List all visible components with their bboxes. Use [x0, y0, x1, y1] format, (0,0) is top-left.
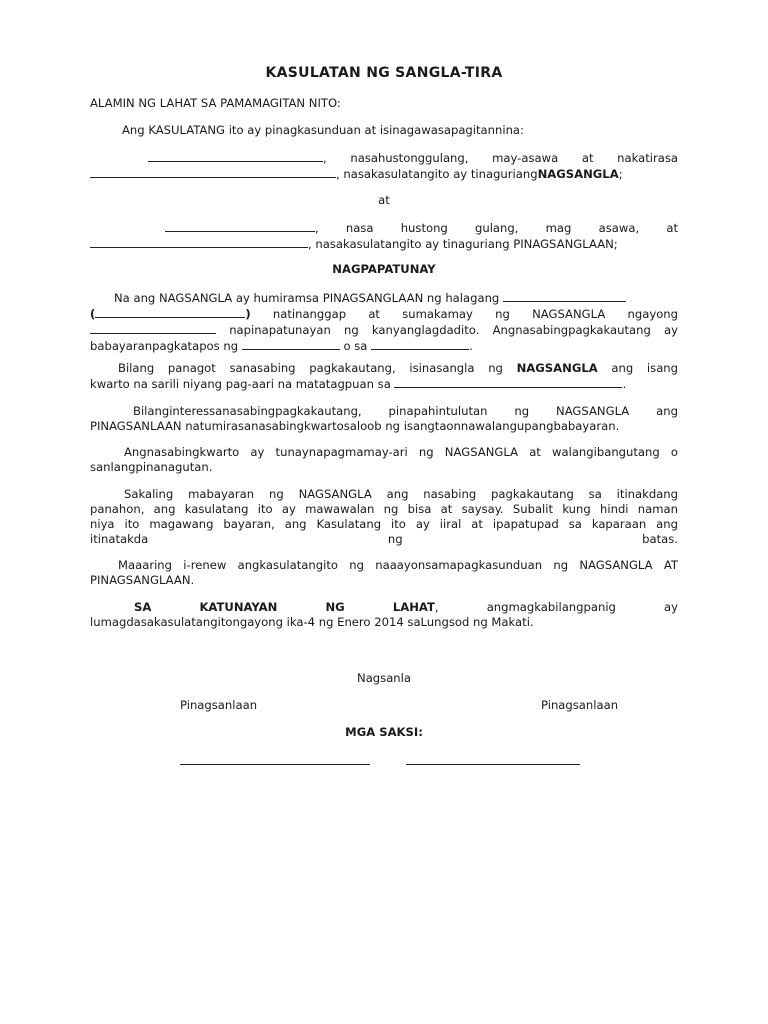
property-location-blank[interactable]	[394, 376, 622, 388]
amount-words-blank[interactable]	[503, 290, 626, 302]
party1-address-blank[interactable]	[90, 166, 336, 178]
signature-nagsanla: Nagsanla	[357, 671, 411, 685]
attestation-paragraph: SA KATUNAYAN NG LAHAT, angmagkabilangpanig ay lumagdasakasulatangitongayong ika-4 ng Enero 2014 saLungsod ng Makati.	[90, 600, 678, 629]
renewal-paragraph: Maaaring i-renew angkasulatangito ng naaayonsamapagkasunduan ng NAGSANGLA AT PINAGSANGLAAN.	[90, 558, 678, 587]
collateral-paragraph: Bilang panagot sanasabing pagkakautang, isinasangla ng NAGSANGLA ang isang kwarto na sarili niyang pag-aari na matatagpuan sa .	[90, 361, 679, 391]
signature-left-label: Pinagsanlaan	[180, 698, 258, 712]
ownership-paragraph: Angnasabingkwarto ay tunaynapagmamay-ari ng NAGSANGLA at walangibangutang o sanlangpinanagutan.	[90, 445, 678, 474]
witnesses-heading: MGA SAKSI:	[345, 725, 423, 739]
signature-right-label: Pinagsanlaan	[541, 698, 619, 712]
loan-paragraph: Na ang NAGSANGLA ay humiramsa PINAGSANGLAAN ng halagang ( ) natinanggap at sumakamay ng NAGSANGLA ngayong napinapatunayan ng kanyanglagdadito. Angnasabingpagkakautang ay babayaranpagkatapos ng o sa .	[90, 291, 679, 353]
party2-paragraph: , nasa hustong gulang, mag asawa, at , nasakasulatangito ay tinaguriang PINAGSANGLAAN;	[90, 220, 678, 252]
date-received-blank[interactable]	[90, 322, 216, 334]
due-date-blank[interactable]	[371, 338, 469, 350]
interest-paragraph: Bilanginteressanasabingpagkakautang, pinapahintulutan ng NAGSANGLA ang PINAGSANLAAN natumirasanasabingkwartosaloob ng isangtaonnawalangupangbabayaran.	[90, 404, 678, 433]
amount-figures-blank[interactable]	[95, 306, 245, 318]
party2-name-blank[interactable]	[165, 220, 315, 232]
party2-address-blank[interactable]	[90, 236, 308, 248]
document-title: KASULATAN NG SANGLA-TIRA	[265, 65, 503, 81]
party1-paragraph: , nasahustonggulang, may-asawa at nakatirasa , nasakasulatangito ay tinaguriangNAGSANGLA;	[90, 150, 678, 182]
payment-paragraph: Sakaling mabayaran ng NAGSANGLA ang nasabing pagkakautang sa itinakdang panahon, ang kasulatang ito ay mawawalan ng bisa at saysay. Subalit kung hindi naman niya ito magawang bayaran, ang Kasulatang ito ay iiral at ipapatupad sa kaparaan ang itinatakda ng batas.	[90, 487, 678, 546]
witness2-signature-line[interactable]	[406, 764, 580, 765]
conjunction: at	[378, 193, 390, 207]
party1-role: NAGSANGLA	[537, 167, 619, 181]
salutation: ALAMIN NG LAHAT SA PAMAMAGITAN NITO:	[90, 96, 341, 110]
term-blank[interactable]	[242, 338, 340, 350]
section-heading: NAGPAPATUNAY	[332, 262, 436, 276]
witness1-signature-line[interactable]	[180, 764, 370, 765]
intro-paragraph: Ang KASULATANG ito ay pinagkasunduan at isinagawasapagitannina:	[122, 123, 524, 137]
party1-name-blank[interactable]	[148, 150, 323, 162]
